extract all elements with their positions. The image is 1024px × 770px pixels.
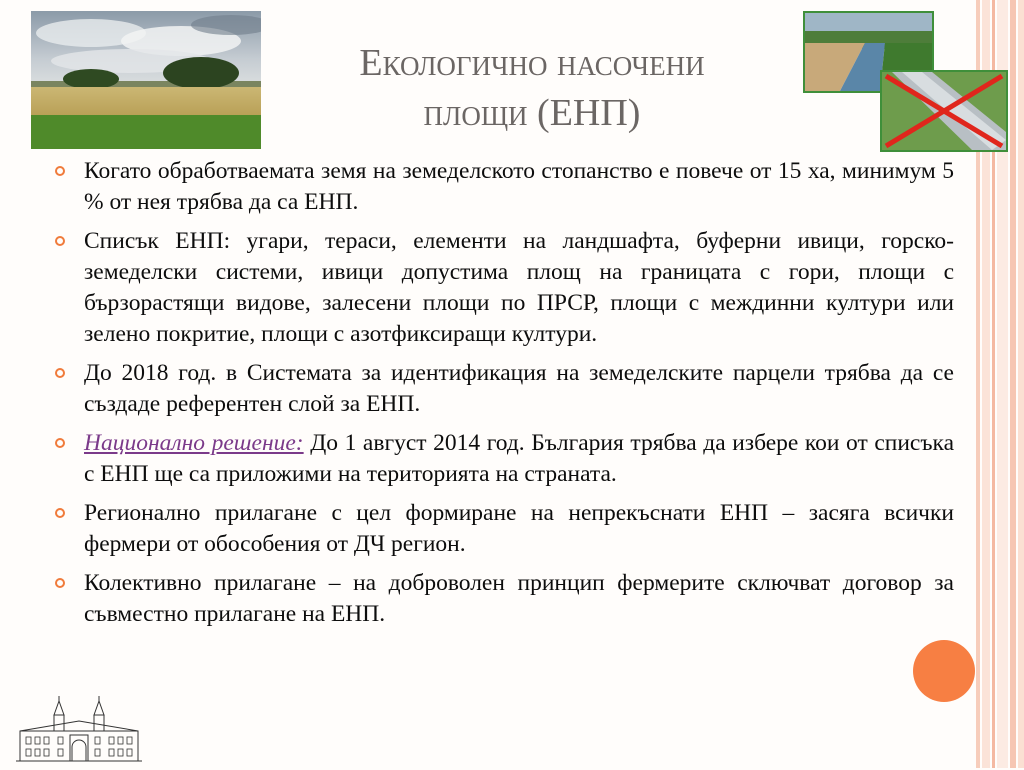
bullet-text: Регионално прилагане с цел формиране на непрекъснати ЕНП – засяга всички фермери от обособения от ДЧ регион. [84, 500, 954, 557]
pipe-photo-image [882, 72, 1006, 150]
building-sketch-logo [14, 695, 144, 765]
building-icon [14, 695, 144, 765]
bullet-text: До 2018 год. в Системата за идентификация на земеделските парцели трябва да се създаде референтен слой за ЕНП. [84, 360, 954, 417]
bullet-circle-icon [55, 166, 65, 176]
bullet-text: Списък ЕНП: угари, тераси, елементи на ландшафта, буферни ивици, горско-земеделски системи, ивици допустима площ на границата с гори, площи с бързорастящи видове, залесени площи по ПРСР, площи с междинни култури или зелено покритие, площи с азотфиксиращи култури. [84, 228, 954, 347]
decorative-orange-circle [913, 640, 975, 702]
bullet-item [54, 428, 954, 490]
bullet-circle-icon [55, 236, 65, 246]
bullet-item [54, 568, 954, 630]
slide-title [262, 38, 802, 138]
bullet-circle-icon [55, 508, 65, 518]
bullet-item [54, 226, 954, 350]
field-photo [31, 11, 261, 149]
bullet-circle-icon [55, 438, 65, 448]
bullet-item [54, 358, 954, 420]
national-decision-link[interactable]: Национално решение: [84, 430, 304, 456]
pipe-photo [880, 70, 1008, 152]
bullet-list [54, 156, 954, 638]
bullet-circle-icon [55, 578, 65, 588]
bullet-text: Когато обработваемата земя на земеделското стопанство е повече от 15 ха, минимум 5 % от нея трябва да са ЕНП. [84, 158, 954, 215]
bullet-item [54, 156, 954, 218]
title-line-1: Екологично насочени [359, 42, 705, 84]
field-photo-image [31, 11, 261, 149]
bullet-item [54, 498, 954, 560]
bullet-text: До 1 август 2014 год. България трябва да избере кои от списъка с ЕНП ще са приложими на територията на страната. [84, 430, 954, 487]
bullet-circle-icon [55, 368, 65, 378]
bullet-text: Колективно прилагане – на доброволен принцип фермерите сключват договор за съвместно прилагане на ЕНП. [84, 570, 954, 627]
title-line-2: площи (ЕНП) [423, 92, 641, 134]
